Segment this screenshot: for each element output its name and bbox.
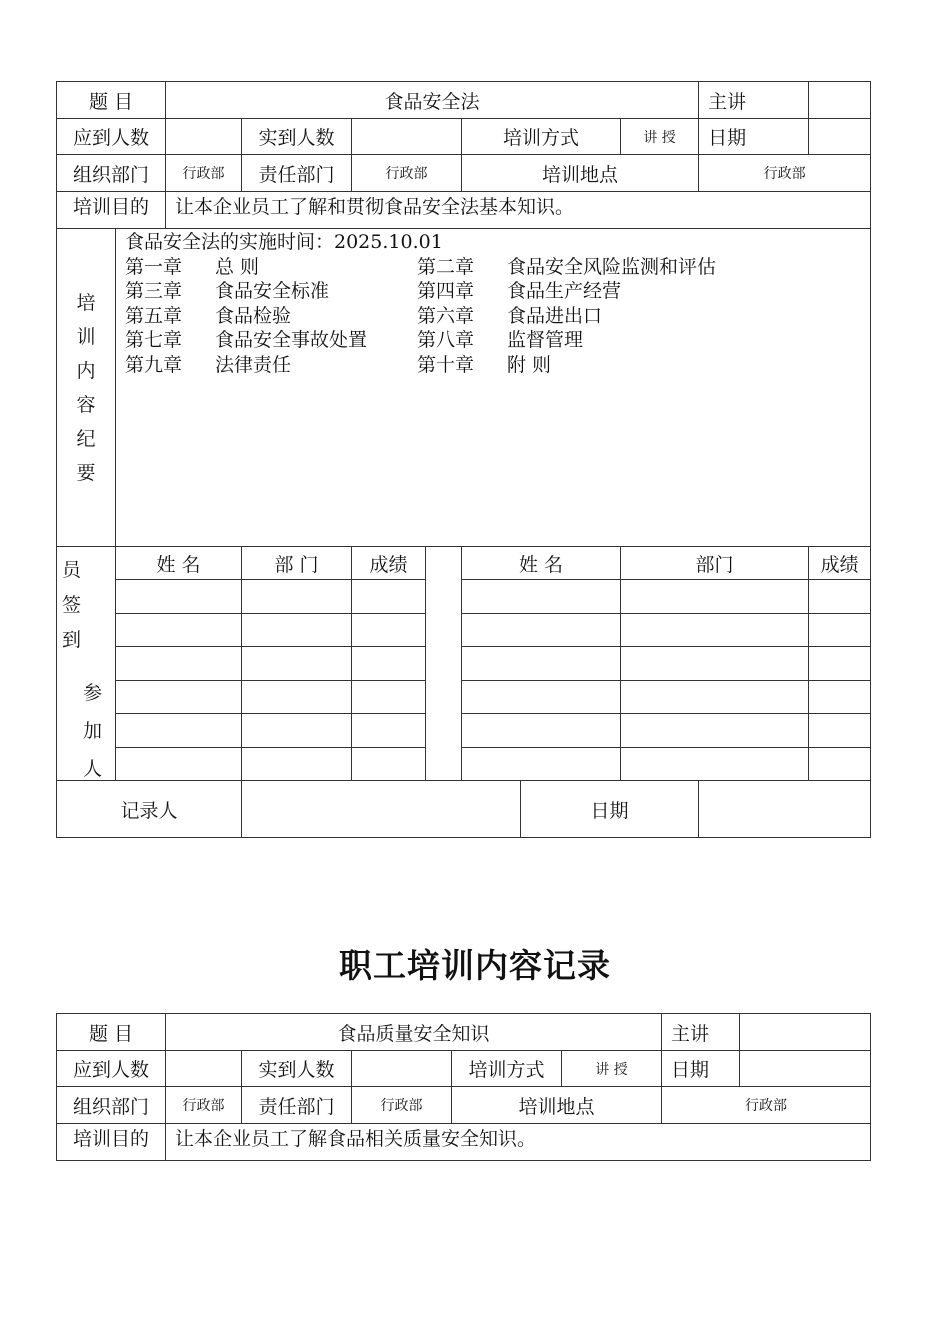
sign-name-cell[interactable] xyxy=(462,614,621,647)
chapter-number: 第二章 xyxy=(417,255,475,278)
sign-row xyxy=(57,647,871,681)
sign-name-cell[interactable] xyxy=(462,681,621,714)
sign-row xyxy=(57,580,871,614)
chapter-number: 第十章 xyxy=(417,353,475,376)
chapter-number: 第四章 xyxy=(417,280,475,303)
chapter-item xyxy=(417,255,716,280)
lecturer-label: 主讲 xyxy=(662,1014,740,1051)
lecturer-value[interactable] xyxy=(809,82,871,119)
lecturer-value[interactable] xyxy=(740,1014,871,1051)
content-label-char: 培 xyxy=(76,291,96,314)
page-title: 职工培训内容记录 xyxy=(339,946,611,985)
sign-score-cell[interactable] xyxy=(809,748,871,781)
sign-score-cell[interactable] xyxy=(809,580,871,614)
chapter-number: 第六章 xyxy=(417,304,475,327)
sign-header-name-right: 姓 名 xyxy=(462,547,621,580)
recorder-value[interactable] xyxy=(242,781,521,838)
sign-score-cell[interactable] xyxy=(809,714,871,748)
chapter-name: 食品安全事故处置 xyxy=(215,329,368,352)
sign-name-cell[interactable] xyxy=(116,614,242,647)
sign-header-score-left: 成绩 xyxy=(352,547,426,580)
chapter-number: 第三章 xyxy=(125,280,183,303)
chapter-row xyxy=(125,328,870,353)
purpose-label: 培训目的 xyxy=(57,1124,166,1161)
training-record-table-2 xyxy=(56,1013,871,1161)
topic-label: 题 目 xyxy=(57,1014,166,1051)
chapter-item xyxy=(125,353,417,378)
chapter-number: 第一章 xyxy=(125,255,183,278)
attendee-signin-label xyxy=(57,547,116,781)
signin-label-bottom xyxy=(83,674,102,781)
sign-name-cell[interactable] xyxy=(462,647,621,681)
purpose-value[interactable]: 让本企业员工了解食品相关质量安全知识。 xyxy=(166,1124,871,1161)
expected-count-label: 应到人数 xyxy=(57,1051,166,1087)
topic-value[interactable]: 食品质量安全知识 xyxy=(166,1014,662,1051)
chapter-name: 总 则 xyxy=(215,255,260,278)
date-label: 日期 xyxy=(662,1051,740,1087)
content-label-char: 训 xyxy=(76,325,96,348)
sign-dept-cell[interactable] xyxy=(621,580,809,614)
sign-score-cell[interactable] xyxy=(352,748,426,781)
resp-dept-value[interactable]: 行政部 xyxy=(352,155,462,192)
content-label-char: 纪 xyxy=(76,427,96,450)
signin-label-char: 到 xyxy=(62,629,82,651)
chapter-item xyxy=(125,328,417,353)
chapter-name: 食品检验 xyxy=(215,304,292,327)
actual-count-value[interactable] xyxy=(352,1051,452,1087)
sign-dept-cell[interactable] xyxy=(621,614,809,647)
chapter-row xyxy=(125,279,870,304)
purpose-label: 培训目的 xyxy=(57,192,166,229)
topic-value[interactable]: 食品安全法 xyxy=(166,82,699,119)
sign-name-cell[interactable] xyxy=(116,714,242,748)
sign-name-cell[interactable] xyxy=(462,580,621,614)
footer-date-label: 日期 xyxy=(521,781,699,838)
resp-dept-value[interactable]: 行政部 xyxy=(352,1087,452,1124)
actual-count-value[interactable] xyxy=(352,119,462,155)
method-label: 培训方式 xyxy=(462,119,621,155)
sign-score-cell[interactable] xyxy=(352,714,426,748)
chapter-row xyxy=(125,255,870,280)
sign-dept-cell[interactable] xyxy=(242,647,352,681)
chapter-name: 食品安全标准 xyxy=(215,280,330,303)
sign-name-cell[interactable] xyxy=(462,714,621,748)
signin-label-char: 参 xyxy=(83,682,103,704)
method-label: 培训方式 xyxy=(452,1051,562,1087)
sign-dept-cell[interactable] xyxy=(242,614,352,647)
content-label-char: 容 xyxy=(76,393,96,416)
sign-dept-cell[interactable] xyxy=(621,647,809,681)
chapter-name: 食品安全风险监测和评估 xyxy=(507,255,717,278)
expected-count-value[interactable] xyxy=(166,1051,242,1087)
chapter-row xyxy=(125,353,870,378)
chapter-item xyxy=(417,304,602,329)
actual-count-label: 实到人数 xyxy=(242,1051,352,1087)
signin-label-char: 签 xyxy=(62,594,82,616)
sign-row xyxy=(57,748,871,781)
sign-header-score-right: 成绩 xyxy=(809,547,871,580)
chapter-name: 食品进出口 xyxy=(507,304,603,327)
date-value[interactable] xyxy=(809,119,871,155)
sign-header-dept-left: 部 门 xyxy=(242,547,352,580)
implementation-date-line: 食品安全法的实施时间：2025.10.01 xyxy=(125,231,443,253)
expected-count-value[interactable] xyxy=(166,119,242,155)
sign-dept-cell[interactable] xyxy=(242,748,352,781)
signin-label-char: 人 xyxy=(83,758,103,780)
sign-name-cell[interactable] xyxy=(116,647,242,681)
org-dept-value[interactable]: 行政部 xyxy=(166,155,242,192)
location-value[interactable]: 行政部 xyxy=(699,155,871,192)
sign-score-cell[interactable] xyxy=(352,580,426,614)
content-label-char: 要 xyxy=(76,461,96,484)
resp-dept-label: 责任部门 xyxy=(242,1087,352,1124)
location-value[interactable]: 行政部 xyxy=(662,1087,871,1124)
sign-row xyxy=(57,714,871,748)
sign-header-name-left: 姓 名 xyxy=(116,547,242,580)
sign-name-cell[interactable] xyxy=(116,748,242,781)
content-summary-label xyxy=(57,229,116,547)
chapter-number: 第八章 xyxy=(417,329,475,352)
chapter-name: 法律责任 xyxy=(215,353,292,376)
chapter-row xyxy=(125,304,870,329)
chapter-item xyxy=(125,279,417,304)
sign-row xyxy=(57,614,871,647)
sign-dept-cell[interactable] xyxy=(242,714,352,748)
sign-divider-column xyxy=(426,547,462,781)
sign-score-cell[interactable] xyxy=(352,681,426,714)
actual-count-label: 实到人数 xyxy=(242,119,352,155)
sign-score-cell[interactable] xyxy=(809,647,871,681)
sign-header-dept-right: 部门 xyxy=(621,547,809,580)
content-summary-body[interactable] xyxy=(116,229,871,547)
content-summary-label-text xyxy=(57,286,115,490)
footer-date-value[interactable] xyxy=(699,781,871,838)
org-dept-label: 组织部门 xyxy=(57,155,166,192)
signin-label-top xyxy=(62,553,81,658)
purpose-value[interactable]: 让本企业员工了解和贯彻食品安全法基本知识。 xyxy=(166,192,871,229)
chapter-number: 第五章 xyxy=(125,304,183,327)
chapter-item xyxy=(417,328,583,353)
sign-dept-cell[interactable] xyxy=(621,681,809,714)
date-value[interactable] xyxy=(740,1051,871,1087)
chapter-item xyxy=(417,279,621,304)
sign-score-cell[interactable] xyxy=(352,647,426,681)
method-value[interactable]: 讲 授 xyxy=(621,119,699,155)
location-label: 培训地点 xyxy=(462,155,699,192)
sign-score-cell[interactable] xyxy=(809,614,871,647)
sign-dept-cell[interactable] xyxy=(242,681,352,714)
lecturer-label: 主讲 xyxy=(699,82,809,119)
sign-name-cell[interactable] xyxy=(462,748,621,781)
chapter-number: 第九章 xyxy=(125,353,183,376)
training-record-table-1 xyxy=(56,81,871,838)
expected-count-label: 应到人数 xyxy=(57,119,166,155)
sign-name-cell[interactable] xyxy=(116,681,242,714)
sign-dept-cell[interactable] xyxy=(242,580,352,614)
chapter-name: 食品生产经营 xyxy=(507,280,622,303)
sign-score-cell[interactable] xyxy=(352,614,426,647)
date-label: 日期 xyxy=(699,119,809,155)
signin-label-char: 加 xyxy=(83,720,103,742)
sign-dept-cell[interactable] xyxy=(621,748,809,781)
sign-name-cell[interactable] xyxy=(116,580,242,614)
location-label: 培训地点 xyxy=(452,1087,662,1124)
org-dept-value[interactable]: 行政部 xyxy=(166,1087,242,1124)
method-value[interactable]: 讲 授 xyxy=(562,1051,662,1087)
chapter-number: 第七章 xyxy=(125,329,183,352)
sign-row xyxy=(57,681,871,714)
org-dept-label: 组织部门 xyxy=(57,1087,166,1124)
chapter-name: 监督管理 xyxy=(507,329,584,352)
chapter-item xyxy=(417,353,551,378)
sign-score-cell[interactable] xyxy=(809,681,871,714)
sign-dept-cell[interactable] xyxy=(621,714,809,748)
chapter-item xyxy=(125,255,417,280)
topic-label: 题 目 xyxy=(57,82,166,119)
chapter-name: 附 则 xyxy=(507,353,552,376)
chapter-item xyxy=(125,304,417,329)
recorder-label: 记录人 xyxy=(57,781,242,838)
content-label-char: 内 xyxy=(76,359,96,382)
resp-dept-label: 责任部门 xyxy=(242,155,352,192)
signin-label-char: 员 xyxy=(62,559,82,581)
chapter-list xyxy=(125,255,870,378)
